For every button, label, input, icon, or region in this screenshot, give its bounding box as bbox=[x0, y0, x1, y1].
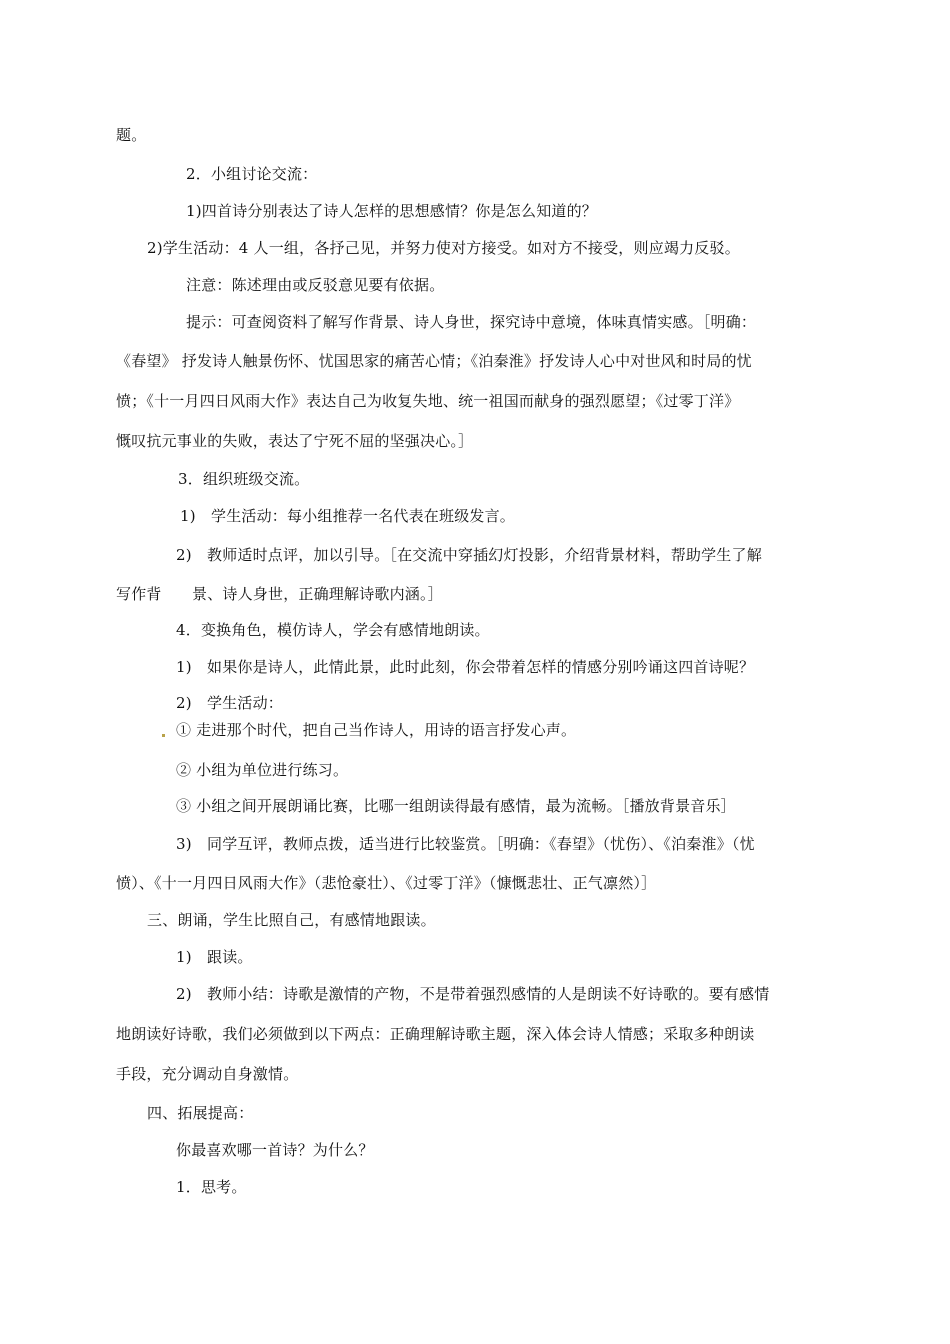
text-line: 4．变换角色，模仿诗人，学会有感情地朗读。 bbox=[176, 621, 490, 639]
text-line: 三、朗诵，学生比照自己，有感情地跟读。 bbox=[147, 911, 436, 929]
text-line: 1．思考。 bbox=[176, 1178, 247, 1196]
text-line: 3) 同学互评，教师点拨，适当进行比较鉴赏。［明确：《春望》（忧伤）、《泊秦淮》（忧 bbox=[176, 835, 755, 853]
text-line: ③ 小组之间开展朗诵比赛，比哪一组朗读得最有感情，最为流畅。［播放背景音乐］ bbox=[176, 797, 736, 815]
text-line: 愤；《十一月四日风雨大作》表达自己为收复失地、统一祖国而献身的强烈愿望；《过零丁洋》 bbox=[116, 392, 740, 410]
text-line: 2) 教师适时点评，加以引导。［在交流中穿插幻灯投影，介绍背景材料，帮助学生了解 bbox=[176, 546, 762, 564]
text-line: 2) 学生活动： bbox=[176, 694, 283, 712]
stray-mark bbox=[162, 734, 165, 737]
text-line: ① 走进那个时代，把自己当作诗人，用诗的语言抒发心声。 bbox=[176, 721, 577, 739]
text-line: 1) 学生活动：每小组推荐一名代表在班级发言。 bbox=[180, 507, 515, 525]
text-line: 慨叹抗元事业的失败，表达了宁死不屈的坚强决心。］ bbox=[116, 432, 474, 450]
text-line: 注意：陈述理由或反驳意见要有依据。 bbox=[186, 276, 445, 294]
text-line: 你最喜欢哪一首诗？为什么？ bbox=[176, 1141, 374, 1159]
text-line: 1)四首诗分别表达了诗人怎样的思想感情？你是怎么知道的？ bbox=[186, 202, 597, 220]
text-line: 写作背 景、诗人身世，正确理解诗歌内涵。］ bbox=[116, 585, 443, 603]
text-line: 《春望》 抒发诗人触景伤怀、忧国思家的痛苦心情；《泊秦淮》抒发诗人心中对世风和时局的忧 bbox=[116, 352, 752, 370]
text-line: 四、拓展提高： bbox=[147, 1104, 254, 1122]
text-line: 2)学生活动：4 人一组，各抒己见，并努力使对方接受。如对方不接受，则应竭力反驳。 bbox=[147, 239, 740, 257]
text-line: 地朗读好诗歌，我们必须做到以下两点：正确理解诗歌主题，深入体会诗人情感；采取多种朗读 bbox=[116, 1025, 755, 1043]
text-line: 提示：可查阅资料了解写作背景、诗人身世，探究诗中意境，体味真情实感。［明确： bbox=[186, 313, 757, 331]
text-line: 愤）、《十一月四日风雨大作》（悲怆豪壮）、《过零丁洋》（慷慨悲壮、正气凛然）］ bbox=[116, 874, 657, 892]
text-line: 手段，充分调动自身激情。 bbox=[116, 1065, 299, 1083]
text-line: 1) 跟读。 bbox=[176, 948, 253, 966]
text-line: 题。 bbox=[116, 126, 147, 144]
text-line: ② 小组为单位进行练习。 bbox=[176, 761, 349, 779]
text-line: 2．小组讨论交流： bbox=[186, 165, 318, 183]
text-line: 3．组织班级交流。 bbox=[178, 470, 310, 488]
text-line: 2) 教师小结：诗歌是激情的产物，不是带着强烈感情的人是朗读不好诗歌的。要有感情 bbox=[176, 985, 770, 1003]
text-line: 1) 如果你是诗人，此情此景，此时此刻，你会带着怎样的情感分别吟诵这四首诗呢？ bbox=[176, 658, 755, 676]
